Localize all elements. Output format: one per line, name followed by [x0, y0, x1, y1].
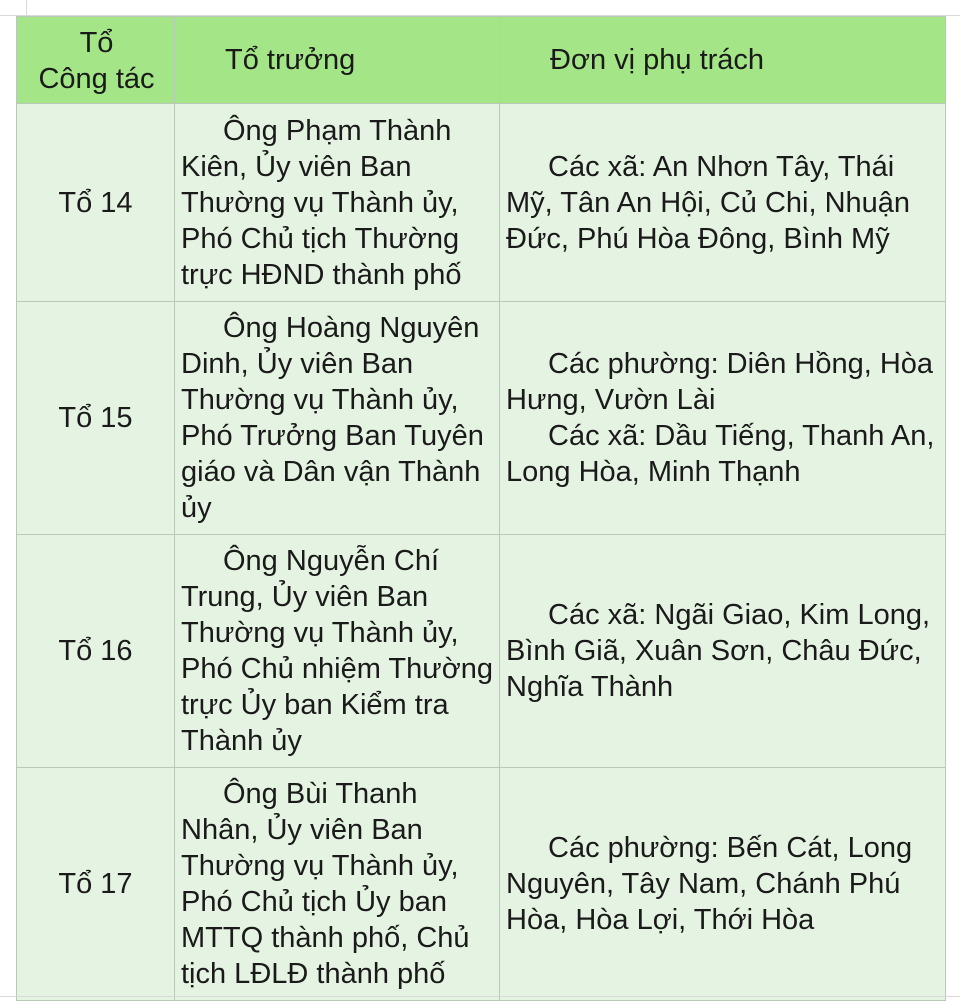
leader-text: Ông Phạm Thành Kiên, Ủy viên Ban Thường vụ Thành ủy, Phó Chủ tịch Thường trực HĐND thành phố	[181, 114, 462, 291]
units-text: Các xã: Ngãi Giao, Kim Long, Bình Giã, Xuân Sơn, Châu Đức, Nghĩa Thành	[506, 599, 931, 703]
table-row	[17, 104, 946, 302]
team-cell: Tổ 16	[17, 535, 175, 768]
table-row	[17, 302, 946, 535]
leader-cell	[175, 104, 500, 302]
table-row	[17, 768, 946, 1001]
units-cell	[500, 535, 946, 768]
units-text: Các xã: Dầu Tiếng, Thanh An, Long Hòa, Minh Thạnh	[506, 420, 935, 488]
units-text: Các phường: Diên Hồng, Hòa Hưng, Vườn Lài	[506, 348, 934, 416]
page-bottom-rule	[0, 996, 960, 997]
table-body	[17, 104, 946, 1001]
leader-text: Ông Nguyễn Chí Trung, Ủy viên Ban Thường vụ Thành ủy, Phó Chủ nhiệm Thường trực Ủy ban Kiểm tra Thành ủy	[181, 545, 493, 757]
units-cell	[500, 104, 946, 302]
units-cell	[500, 302, 946, 535]
units-text: Các xã: An Nhơn Tây, Thái Mỹ, Tân An Hội, Củ Chi, Nhuận Đức, Phú Hòa Đông, Bình Mỹ	[506, 150, 911, 255]
page-corner-mark	[26, 0, 27, 16]
units-cell	[500, 768, 946, 1001]
leader-cell	[175, 535, 500, 768]
team-cell: Tổ 17	[17, 768, 175, 1001]
header-team	[17, 17, 175, 104]
leader-text: Ông Hoàng Nguyên Dinh, Ủy viên Ban Thường vụ Thành ủy, Phó Trưởng Ban Tuyên giáo và Dân vận Thành ủy	[181, 312, 484, 524]
page-top-rule	[0, 0, 960, 16]
leader-cell	[175, 302, 500, 535]
leader-cell	[175, 768, 500, 1001]
header-leader: Tổ trưởng	[175, 17, 500, 104]
table-header	[17, 17, 946, 104]
table-row	[17, 535, 946, 768]
units-text: Các phường: Bến Cát, Long Nguyên, Tây Nam, Chánh Phú Hòa, Hòa Lợi, Thới Hòa	[506, 832, 913, 936]
header-row	[17, 17, 946, 104]
team-cell: Tổ 14	[17, 104, 175, 302]
team-cell: Tổ 15	[17, 302, 175, 535]
header-team-line2: Công tác	[38, 63, 155, 95]
leader-text: Ông Bùi Thanh Nhân, Ủy viên Ban Thường vụ Thành ủy, Phó Chủ tịch Ủy ban MTTQ thành phố, Chủ tịch LĐLĐ thành phố	[181, 778, 470, 990]
header-team-line1: Tổ	[79, 27, 114, 59]
assignment-table	[16, 16, 946, 1001]
header-units: Đơn vị phụ trách	[500, 17, 946, 104]
